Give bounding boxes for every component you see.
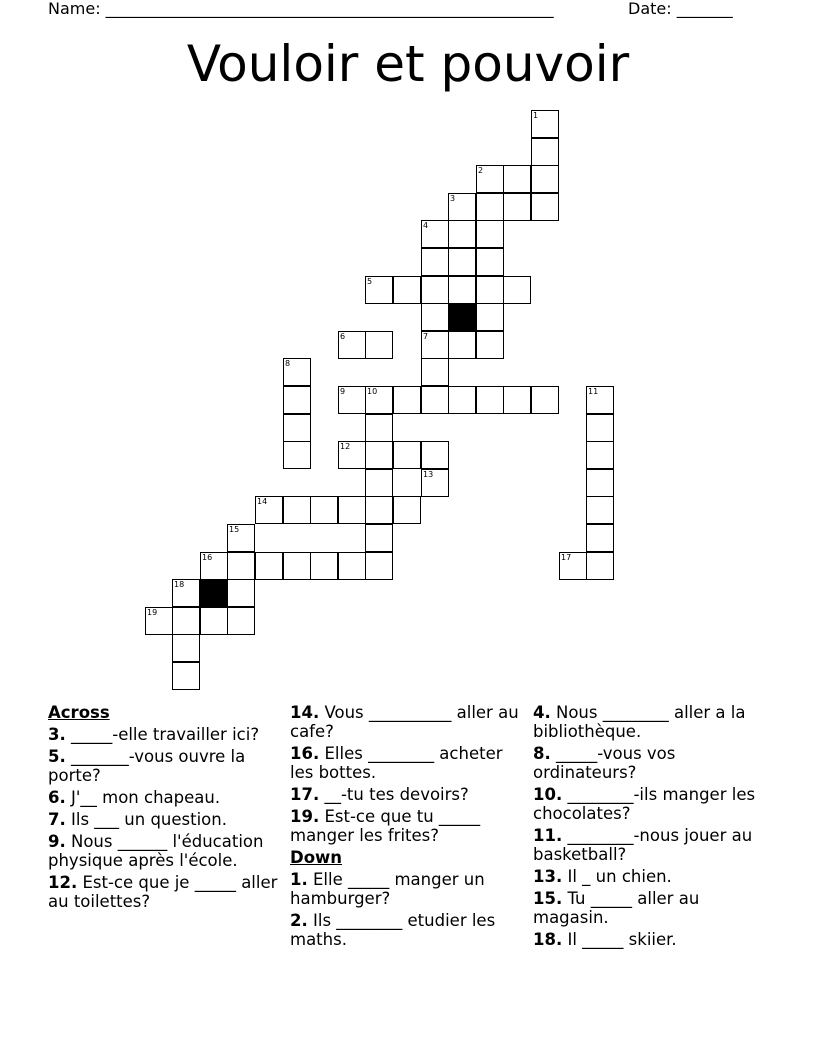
- clue-number-label: 8.: [533, 744, 551, 763]
- crossword-cell[interactable]: [421, 331, 449, 359]
- clue-number: 8: [285, 359, 291, 368]
- clue-number: 3: [450, 194, 456, 203]
- crossword-cell[interactable]: [531, 110, 559, 138]
- clue-number: 15: [229, 525, 240, 534]
- clue-number-label: 15.: [533, 889, 563, 908]
- crossword-cell[interactable]: [559, 552, 587, 580]
- crossword-cell[interactable]: [421, 220, 449, 248]
- crossword-cell[interactable]: [448, 331, 476, 359]
- clue-number-label: 4.: [533, 703, 551, 722]
- crossword-cell[interactable]: [421, 386, 449, 414]
- crossword-cell[interactable]: [255, 552, 283, 580]
- clue-number-label: 18.: [533, 930, 563, 949]
- crossword-cell[interactable]: [586, 552, 614, 580]
- clue-item: [533, 930, 769, 949]
- clue-item: [290, 785, 526, 804]
- clue-text: _____-elle travailler ici?: [65, 725, 260, 744]
- clue-item: [48, 873, 284, 911]
- crossword-cell[interactable]: [476, 220, 504, 248]
- crossword-cell[interactable]: [531, 138, 559, 166]
- clue-item: [48, 810, 284, 829]
- crossword-cell[interactable]: [586, 469, 614, 497]
- crossword-cell[interactable]: [283, 386, 311, 414]
- clue-text: Tu _____ aller au magasin.: [533, 889, 700, 927]
- crossword-cell[interactable]: [421, 303, 449, 331]
- crossword-cell[interactable]: [448, 386, 476, 414]
- clue-item: [48, 747, 284, 785]
- crossword-cell[interactable]: [421, 248, 449, 276]
- clue-number-label: 2.: [290, 911, 308, 930]
- clue-number-label: 17.: [290, 785, 320, 804]
- crossword-cell[interactable]: [338, 552, 366, 580]
- crossword-cell[interactable]: [283, 552, 311, 580]
- crossword-cell[interactable]: [283, 441, 311, 469]
- crossword-cell[interactable]: [172, 634, 200, 662]
- crossword-cell[interactable]: [393, 441, 421, 469]
- crossword-cell[interactable]: [476, 386, 504, 414]
- crossword-cell[interactable]: [503, 386, 531, 414]
- crossword-cell[interactable]: [448, 193, 476, 221]
- crossword-cell[interactable]: [586, 496, 614, 524]
- clue-number-label: 14.: [290, 703, 320, 722]
- crossword-cell[interactable]: [531, 193, 559, 221]
- crossword-cell[interactable]: [393, 496, 421, 524]
- clue-text: Il _____ skiier.: [562, 930, 677, 949]
- crossword-cell[interactable]: [172, 607, 200, 635]
- crossword-cell[interactable]: [145, 607, 173, 635]
- clue-item: [533, 826, 769, 864]
- clue-number: 16: [202, 553, 213, 562]
- date-field-label[interactable]: Date: _______: [628, 0, 733, 18]
- crossword-cell[interactable]: [283, 414, 311, 442]
- crossword-cell[interactable]: [586, 524, 614, 552]
- page-title: Vouloir et pouvoir: [186, 35, 630, 93]
- crossword-cell[interactable]: [227, 552, 255, 580]
- crossword-cell[interactable]: [365, 524, 393, 552]
- crossword-cell[interactable]: [283, 496, 311, 524]
- crossword-cell[interactable]: [476, 303, 504, 331]
- clue-item: [48, 832, 284, 870]
- clue-number-label: 16.: [290, 744, 320, 763]
- crossword-cell[interactable]: [365, 276, 393, 304]
- crossword-cell[interactable]: [227, 607, 255, 635]
- crossword-cell[interactable]: [172, 579, 200, 607]
- clue-number-label: 1.: [290, 870, 308, 889]
- clue-number: 17: [561, 553, 572, 562]
- clue-number-label: 9.: [48, 832, 66, 851]
- clue-item: [533, 744, 769, 782]
- clues-column-2: [290, 703, 526, 952]
- clue-text: _______-vous ouvre la porte?: [48, 747, 246, 785]
- clue-number: 1: [533, 111, 539, 120]
- section-heading-down: Down: [290, 848, 343, 867]
- clue-text: ________-ils manger les chocolates?: [533, 785, 756, 823]
- clue-number: 6: [340, 332, 346, 341]
- clue-number: 4: [423, 221, 429, 230]
- clue-text: Il _ un chien.: [562, 867, 672, 886]
- clue-number-label: 11.: [533, 826, 563, 845]
- crossword-cell[interactable]: [365, 552, 393, 580]
- crossword-cell[interactable]: [338, 496, 366, 524]
- crossword-cell[interactable]: [503, 165, 531, 193]
- crossword-cell[interactable]: [448, 248, 476, 276]
- crossword-cell[interactable]: [365, 386, 393, 414]
- clue-item: [290, 807, 526, 845]
- clue-item: [533, 703, 769, 741]
- clue-number: 14: [257, 497, 268, 506]
- clue-number: 2: [478, 166, 484, 175]
- clue-text: Ils ________ etudier les maths.: [290, 911, 496, 949]
- crossword-cell[interactable]: [310, 496, 338, 524]
- crossword-cell[interactable]: [421, 276, 449, 304]
- clue-number-label: 19.: [290, 807, 320, 826]
- crossword-cell[interactable]: [338, 441, 366, 469]
- clue-text: __-tu tes devoirs?: [319, 785, 469, 804]
- clue-item: [48, 788, 284, 807]
- clue-text: Elle _____ manger un hamburger?: [290, 870, 485, 908]
- crossword-cell[interactable]: [365, 414, 393, 442]
- clues-column-1: [48, 703, 284, 914]
- clue-text: Nous ________ aller a la bibliothèque.: [533, 703, 746, 741]
- crossword-cell[interactable]: [448, 220, 476, 248]
- crossword-cell[interactable]: [338, 331, 366, 359]
- clue-text: Nous ______ l'éducation physique après l'école.: [48, 832, 264, 870]
- clue-number-label: 3.: [48, 725, 66, 744]
- crossword-cell[interactable]: [200, 607, 228, 635]
- crossword-cell[interactable]: [200, 552, 228, 580]
- crossword-cell[interactable]: [421, 358, 449, 386]
- crossword-cell[interactable]: [476, 248, 504, 276]
- clue-number-label: 12.: [48, 873, 78, 892]
- clue-number: 7: [423, 332, 429, 341]
- crossword-cell[interactable]: [227, 579, 255, 607]
- clue-number-label: 6.: [48, 788, 66, 807]
- clue-item: [533, 785, 769, 823]
- clue-item: [48, 725, 284, 744]
- clue-number-label: 13.: [533, 867, 563, 886]
- clue-number-label: 10.: [533, 785, 563, 804]
- clue-number: 12: [340, 442, 351, 451]
- crossword-cell[interactable]: [393, 386, 421, 414]
- clue-text: _____-vous vos ordinateurs?: [533, 744, 676, 782]
- clues-column-3: [533, 703, 769, 952]
- clue-number: 13: [423, 470, 434, 479]
- crossword-cell[interactable]: [338, 386, 366, 414]
- crossword-cell[interactable]: [531, 386, 559, 414]
- clue-text: Est-ce que tu _____ manger les frites?: [290, 807, 481, 845]
- clue-text: ________-nous jouer au basketball?: [533, 826, 753, 864]
- crossword-cell[interactable]: [531, 165, 559, 193]
- crossword-black-cell: [448, 303, 476, 331]
- crossword-cell[interactable]: [365, 441, 393, 469]
- clue-number-label: 7.: [48, 810, 66, 829]
- section-heading-across: Across: [48, 703, 110, 722]
- clue-item: [290, 744, 526, 782]
- clue-item: [290, 870, 526, 908]
- clue-text: Ils ___ un question.: [65, 810, 227, 829]
- crossword-cell[interactable]: [365, 496, 393, 524]
- crossword-cell[interactable]: [255, 496, 283, 524]
- crossword-cell[interactable]: [586, 386, 614, 414]
- clue-number: 18: [174, 580, 185, 589]
- crossword-cell[interactable]: [365, 469, 393, 497]
- crossword-cell[interactable]: [365, 331, 393, 359]
- clue-number: 10: [367, 387, 378, 396]
- clue-text: Est-ce que je _____ aller au toilettes?: [48, 873, 278, 911]
- name-field-label[interactable]: Name: ________________________________________________________: [48, 0, 554, 18]
- clue-text: J'__ mon chapeau.: [65, 788, 221, 807]
- clue-number: 9: [340, 387, 346, 396]
- clue-text: Elles ________ acheter les bottes.: [290, 744, 503, 782]
- crossword-cell[interactable]: [476, 165, 504, 193]
- crossword-cell[interactable]: [310, 552, 338, 580]
- crossword-cell[interactable]: [586, 441, 614, 469]
- crossword-cell[interactable]: [393, 276, 421, 304]
- clue-number: 11: [588, 387, 599, 396]
- crossword-cell[interactable]: [283, 358, 311, 386]
- crossword-black-cell: [200, 579, 228, 607]
- clue-text: Vous __________ aller au cafe?: [290, 703, 519, 741]
- clue-item: [290, 911, 526, 949]
- clue-item: [290, 703, 526, 741]
- clue-number: 5: [367, 277, 373, 286]
- clue-item: [533, 867, 769, 886]
- crossword-cell[interactable]: [421, 469, 449, 497]
- crossword-cell[interactable]: [503, 276, 531, 304]
- crossword-cell[interactable]: [227, 524, 255, 552]
- crossword-cell[interactable]: [503, 193, 531, 221]
- clue-number: 19: [147, 608, 158, 617]
- crossword-cell[interactable]: [476, 193, 504, 221]
- crossword-cell[interactable]: [448, 276, 476, 304]
- crossword-cell[interactable]: [586, 414, 614, 442]
- crossword-cell[interactable]: [476, 276, 504, 304]
- crossword-cell[interactable]: [476, 331, 504, 359]
- clue-number-label: 5.: [48, 747, 66, 766]
- clue-item: [533, 889, 769, 927]
- crossword-cell[interactable]: [421, 441, 449, 469]
- crossword-cell[interactable]: [172, 662, 200, 690]
